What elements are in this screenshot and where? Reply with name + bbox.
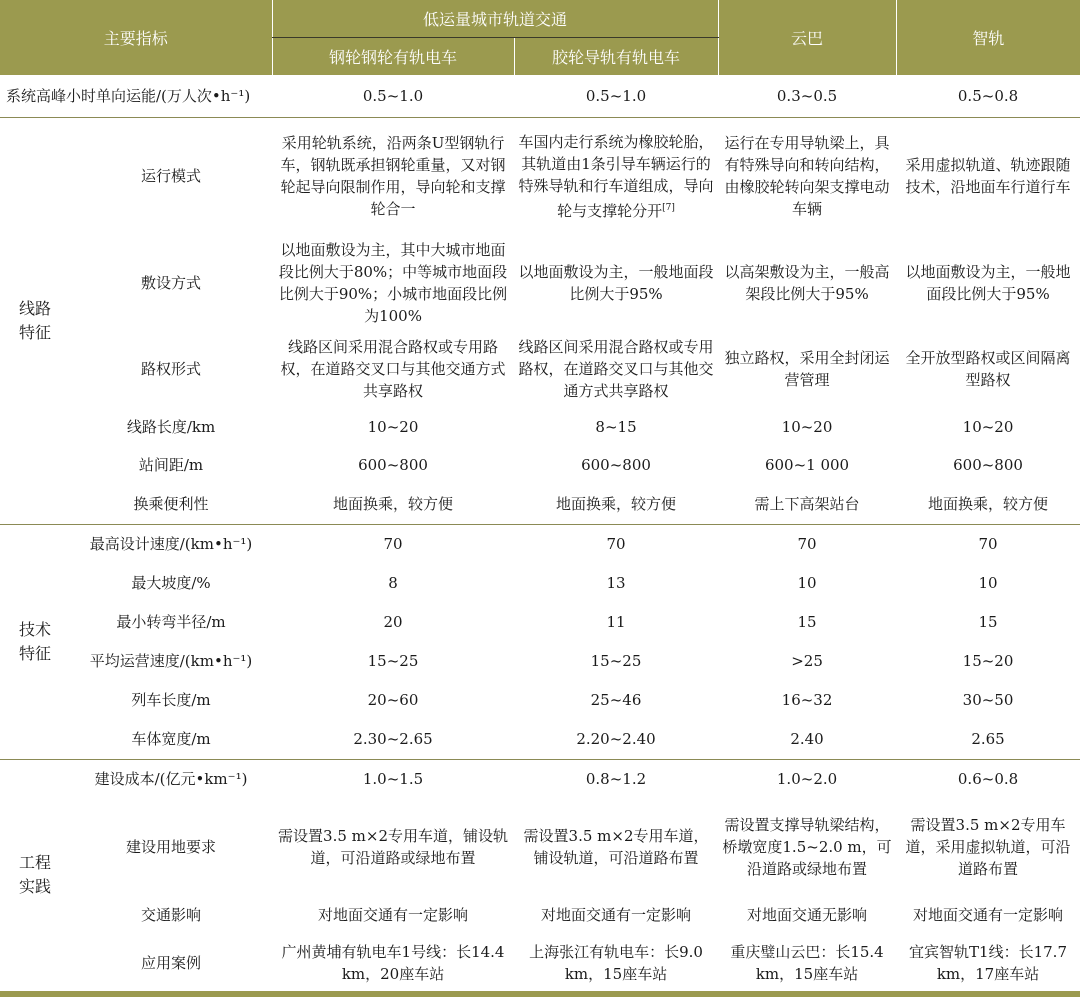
- header-col-steel-tram: 钢轮钢轮有轨电车: [272, 37, 514, 75]
- table-row: [0, 935, 1080, 991]
- row-label: 应用案例: [141, 954, 202, 972]
- table-cell: 地面换乘，较方便: [272, 484, 514, 524]
- table-cell: 600~1 000: [764, 456, 850, 474]
- table-cell: 地面换乘，较方便: [514, 484, 718, 524]
- table-cell: 广州黄埔有轨电车1号线：长14.4 km，20座车站: [281, 943, 505, 983]
- table-cell: 重庆璧山云巴：长15.4 km，15座车站: [730, 943, 884, 983]
- header-col-yunba: 云巴: [718, 0, 896, 75]
- table-cell: 20: [383, 612, 403, 631]
- header-col-zhigui: 智轨: [896, 0, 1080, 75]
- table-cell: 0.6~0.8: [957, 770, 1019, 789]
- header-group-low-capacity: 低运量城市轨道交通: [272, 0, 718, 37]
- row-label: 最大坡度/%: [131, 573, 211, 592]
- table-cell: 地面换乘，较方便: [896, 484, 1080, 524]
- table-cell: 16~32: [781, 690, 833, 709]
- table-row: [0, 895, 1080, 935]
- table-cell: [514, 117, 718, 235]
- table-cell: 宜宾智轨T1线：长17.7 km，17座车站: [909, 943, 1067, 983]
- table-cell: 以地面敷设为主，其中大城市地面段比例大于80%；中等城市地面段比例大于90%；小城市地面段比例为100%: [278, 241, 508, 325]
- table-cell: 需设置3.5 m×2专用车道，铺设轨道，可沿道路布置: [523, 827, 709, 867]
- table-cell: 70: [606, 534, 626, 553]
- row-label: 运行模式: [141, 167, 202, 186]
- table-row: [0, 524, 1080, 563]
- table-cell: 20~60: [367, 690, 419, 709]
- table-cell: 2.65: [896, 719, 1080, 759]
- table-cell: 10: [797, 573, 817, 592]
- table-row: [0, 331, 1080, 407]
- table-cell: 上海张江有轨电车：长9.0 km，15座车站: [529, 943, 703, 983]
- table-cell: 0.5~0.8: [896, 75, 1080, 117]
- table-footer-bar: [0, 991, 1080, 997]
- table-row: [0, 641, 1080, 680]
- table-cell: 13: [606, 573, 626, 592]
- row-label: 最高设计速度/(km•h⁻¹): [89, 534, 253, 553]
- row-label: 最小转弯半径/m: [116, 612, 226, 631]
- table-cell: 30~50: [962, 690, 1014, 709]
- table-cell: 8: [388, 573, 398, 592]
- row-label: 交通影响: [141, 906, 202, 924]
- table-cell: 10~20: [962, 417, 1014, 436]
- row-label: 建设成本/(亿元•km⁻¹): [94, 770, 248, 789]
- table-cell: 15~25: [367, 651, 419, 670]
- table-row: [0, 759, 1080, 799]
- table-cell: 以地面敷设为主，一般地面段比例大于95%: [905, 263, 1071, 303]
- row-label: 系统高峰小时单向运能/(万人次•h⁻¹): [0, 75, 272, 117]
- table-cell: 以地面敷设为主，一般地面段比例大于95%: [518, 263, 714, 303]
- section-line-features: [0, 117, 70, 524]
- table-row: [0, 235, 1080, 331]
- table-cell: 70: [978, 534, 998, 553]
- table-row: [0, 446, 1080, 484]
- table-cell: 15: [978, 612, 998, 631]
- table-row: [0, 719, 1080, 759]
- table-row: [0, 799, 1080, 895]
- table-cell: 需上下高架站台: [718, 484, 896, 524]
- table-row: [0, 484, 1080, 524]
- table-cell: 25~46: [590, 690, 642, 709]
- table-cell: 0.5~1.0: [272, 75, 514, 117]
- table-cell: 15~25: [590, 651, 642, 670]
- section-label: 线路特征: [18, 298, 51, 342]
- row-label: 车体宽度/m: [70, 719, 272, 759]
- table-row: [0, 680, 1080, 719]
- table-cell: 2.30~2.65: [272, 719, 514, 759]
- table-cell: 对地面交通有一定影响: [913, 906, 1064, 924]
- table-cell: 对地面交通无影响: [747, 906, 868, 924]
- table-cell: 11: [606, 612, 626, 631]
- header-col-rubber-tram: 胶轮导轨有轨电车: [514, 37, 718, 75]
- table-cell: 0.5~1.0: [514, 75, 718, 117]
- row-label: 敷设方式: [141, 274, 202, 292]
- row-label: 路权形式: [141, 360, 202, 378]
- table-cell: 独立路权，采用全封闭运营管理: [724, 349, 890, 389]
- table-cell: 1.0~1.5: [362, 770, 424, 789]
- table-cell: 70: [797, 534, 817, 553]
- table-cell: 10~20: [781, 417, 833, 436]
- table-cell: 线路区间采用混合路权或专用路权，在道路交叉口与其他交通方式共享路权: [518, 338, 714, 400]
- section-label: 工程实践: [18, 853, 51, 897]
- table-row: [0, 602, 1080, 641]
- table-cell: 以高架敷设为主，一般高架段比例大于95%: [724, 263, 890, 303]
- cell-text: 车国内走行系统为橡胶轮胎，其轨道由1条引导车辆运行的特殊导轨和行车道组成，导向轮与支撑轮分开: [518, 132, 714, 220]
- table-cell: 需设置3.5 m×2专用车道，采用虚拟轨道，可沿道路布置: [905, 816, 1071, 878]
- table-cell: 0.3~0.5: [718, 75, 896, 117]
- table-cell: 线路区间采用混合路权或专用路权，在道路交叉口与其他交通方式共享路权: [280, 338, 506, 400]
- section-tech-features: [0, 524, 70, 759]
- table-cell: 0.8~1.2: [585, 770, 647, 789]
- header-main-indicator: 主要指标: [0, 0, 272, 75]
- table-cell: 70: [383, 534, 403, 553]
- table-row: [0, 563, 1080, 602]
- table-row: [0, 117, 1080, 235]
- row-label: 建设用地要求: [126, 838, 217, 856]
- row-label: 站间距/m: [138, 456, 204, 474]
- table-cell: 15~20: [962, 651, 1014, 670]
- table-row: [0, 75, 1080, 117]
- row-label: 换乘便利性: [70, 484, 272, 524]
- table-cell: 采用轮轨系统，沿两条U型钢轨行车，钢轨既承担钢轮重量，又对钢轮起导向限制作用，导向轮和支撑轮合一: [280, 134, 506, 219]
- row-label: 平均运营速度/(km•h⁻¹): [89, 651, 253, 670]
- table-cell: 运行在专用导轨梁上，具有特殊导向和转向结构，由橡胶轮转向架支撑电动车辆: [724, 134, 890, 219]
- table-cell: 对地面交通有一定影响: [318, 906, 469, 924]
- table-cell: 600~800: [358, 456, 428, 474]
- table-cell: 15: [797, 612, 817, 631]
- row-label: 线路长度/km: [126, 417, 216, 436]
- table-cell: 需设置3.5 m×2专用车道，铺设轨道，可沿道路或绿地布置: [278, 827, 508, 867]
- table-cell: 600~800: [953, 456, 1023, 474]
- table-cell: 全开放型路权或区间隔离型路权: [905, 349, 1071, 389]
- table-cell: 1.0~2.0: [776, 770, 838, 789]
- table-cell: 10: [978, 573, 998, 592]
- section-label: 技术特征: [18, 619, 51, 663]
- table-cell: 2.40: [718, 719, 896, 759]
- table-cell: 10~20: [367, 417, 419, 436]
- footer-rule: [0, 991, 1080, 997]
- table-cell: 需设置支撑导轨梁结构，桥墩宽度1.5~2.0 m，可沿道路或绿地布置: [722, 816, 892, 878]
- row-label: 列车长度/m: [131, 690, 211, 709]
- table-cell: 8~15: [595, 417, 637, 436]
- section-engineering-practice: [0, 759, 70, 991]
- table-cell: 采用虚拟轨道、轨迹跟随技术，沿地面车行道行车: [905, 156, 1071, 197]
- table-cell: 对地面交通有一定影响: [541, 906, 692, 924]
- table-cell: 600~800: [581, 456, 651, 474]
- table-row: [0, 407, 1080, 446]
- table-cell: 2.20~2.40: [514, 719, 718, 759]
- table-cell: >25: [791, 651, 823, 670]
- citation-ref: [7]: [662, 202, 675, 213]
